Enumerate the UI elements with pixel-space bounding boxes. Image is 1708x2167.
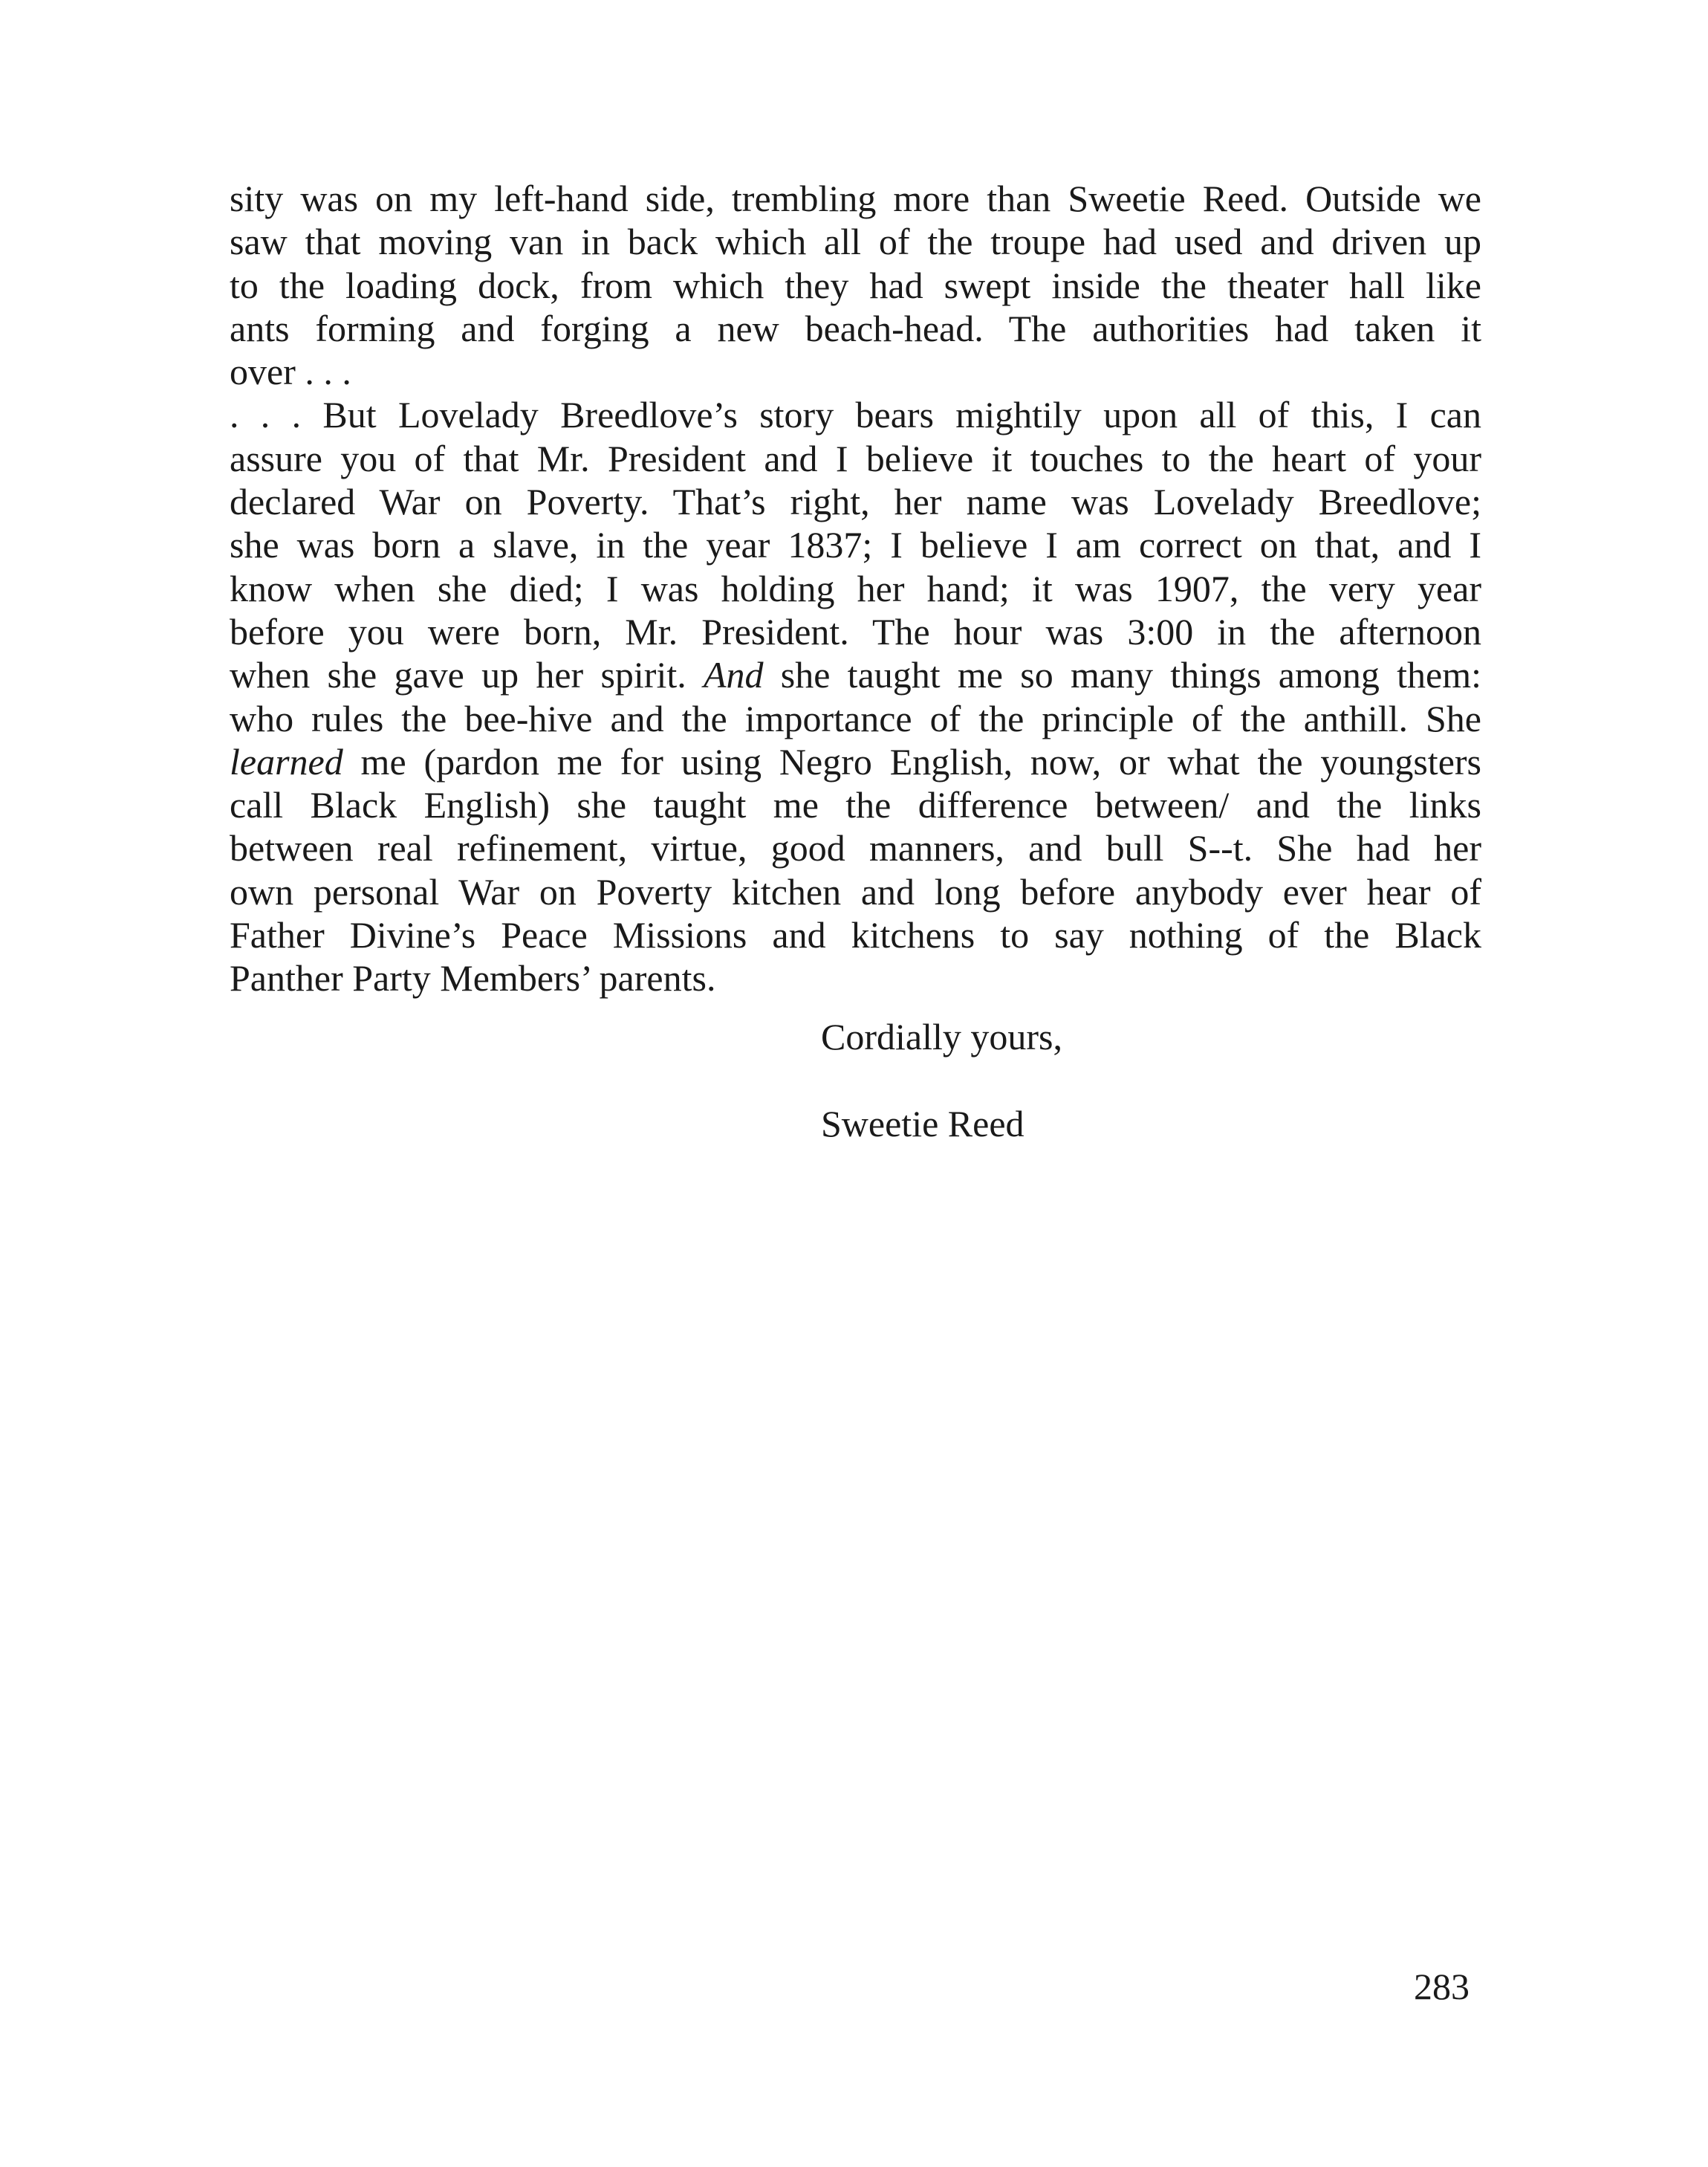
- text-line: assure you of that Mr. President and I believe it touches to the heart of your: [230, 437, 1481, 479]
- text-line: between real refinement, virtue, good manners, and bull S--t. She had her: [230, 827, 1481, 869]
- text-line: saw that moving van in back which all of the troupe had used and driven up: [230, 221, 1481, 263]
- text-line: sity was on my left-hand side, trembling more than Sweetie Reed. Outside we: [230, 178, 1481, 219]
- text-line: [230, 653, 1481, 696]
- text-line: . . . But Lovelady Breedlove’s story bears mightily upon all of this, I can: [230, 394, 1481, 436]
- page-number: 283: [1414, 1966, 1470, 2007]
- text-line: Panther Party Members’ parents.: [230, 957, 716, 1000]
- text-segment: me (pardon me for using Negro English, now, or what the youngsters: [342, 740, 1481, 783]
- emphasis-text: And: [703, 654, 764, 696]
- text-line: [230, 740, 1481, 783]
- text-line: declared War on Poverty. That’s right, her name was Lovelady Breedlove;: [230, 481, 1481, 523]
- text-segment: when she gave up her spirit.: [230, 654, 704, 696]
- text-line: call Black English) she taught me the difference between/ and the links: [230, 784, 1481, 826]
- text-line: who rules the bee-hive and the importance of the principle of the anthill. She: [230, 697, 1481, 739]
- emphasis-text: learned: [230, 740, 343, 783]
- body-text: [230, 177, 1481, 1000]
- text-line: Father Divine’s Peace Missions and kitchens to say nothing of the Black: [230, 914, 1481, 956]
- text-line: own personal War on Poverty kitchen and long before anybody ever hear of: [230, 870, 1481, 913]
- text-line: over . . .: [230, 351, 351, 393]
- signature: Sweetie Reed: [821, 1103, 1025, 1144]
- text-line: before you were born, Mr. President. The hour was 3:00 in the afternoon: [230, 610, 1481, 652]
- text-line: she was born a slave, in the year 1837; I believe I am correct on that, and I: [230, 524, 1481, 566]
- text-line: to the loading dock, from which they had swept inside the theater hall like: [230, 264, 1481, 306]
- closing-salutation: Cordially yours,: [821, 1016, 1062, 1057]
- text-line: know when she died; I was holding her hand; it was 1907, the very year: [230, 567, 1481, 609]
- text-line: ants forming and forging a new beach-head. The authorities had taken it: [230, 307, 1481, 349]
- text-segment: she taught me so many things among them:: [763, 654, 1481, 696]
